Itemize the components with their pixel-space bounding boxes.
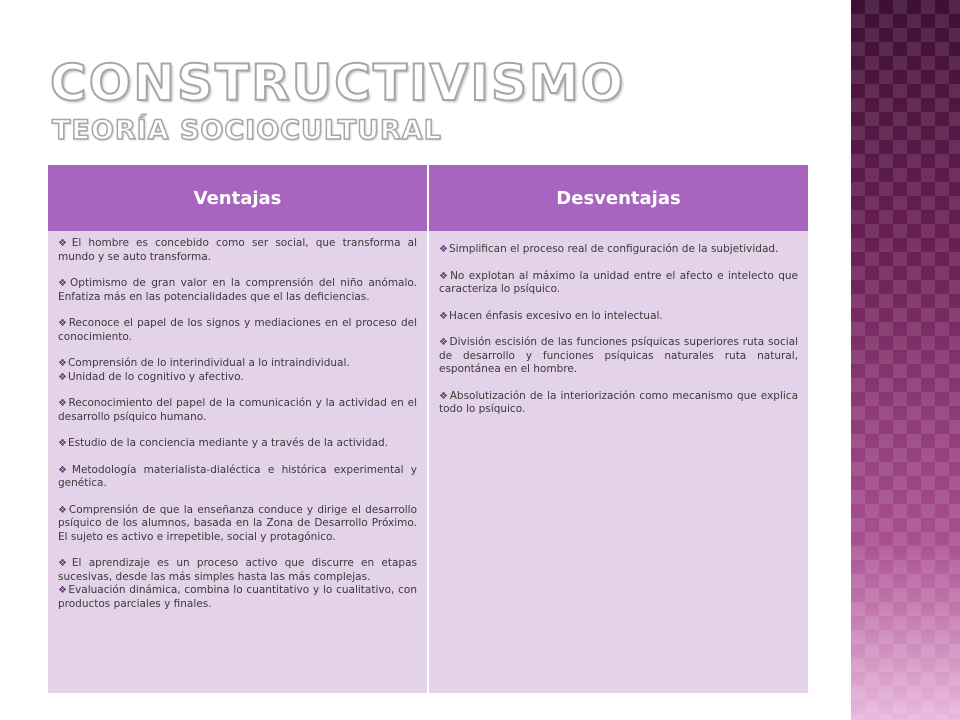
- diamond-bullet-icon: ❖: [58, 278, 70, 289]
- diamond-bullet-icon: ❖: [439, 244, 448, 255]
- diamond-bullet-icon: ❖: [58, 398, 68, 409]
- table-row: [48, 231, 808, 693]
- diamond-bullet-icon: ❖: [58, 358, 67, 369]
- list-item: ❖No explotan al máximo la unidad entre el afecto e intelecto que caracteriza lo psíquico.: [439, 269, 798, 295]
- desventajas-cell: [428, 231, 808, 693]
- diamond-bullet-icon: ❖: [439, 310, 448, 322]
- diamond-bullet-icon: ❖: [439, 337, 449, 348]
- diamond-bullet-icon: ❖: [58, 464, 71, 476]
- list-item: ❖Reconoce el papel de los signos y mediaciones en el proceso del conocimiento.: [58, 317, 417, 343]
- diamond-bullet-icon: ❖: [58, 438, 67, 449]
- ventajas-list: [58, 237, 417, 611]
- diamond-bullet-icon: ❖: [58, 318, 68, 329]
- header-desventajas: Desventajas: [428, 165, 808, 231]
- header-ventajas: Ventajas: [48, 165, 428, 231]
- diamond-bullet-icon: ❖: [439, 270, 450, 282]
- list-item: ❖Metodología materialista-dialéctica e histórica experimental y genética.: [58, 463, 418, 489]
- list-item: ❖El aprendizaje es un proceso activo que discurre en etapas sucesivas, desde las más simples hasta las más complejas.: [58, 557, 417, 583]
- desventajas-list: [439, 243, 798, 417]
- comparison-table: [48, 165, 808, 693]
- diamond-bullet-icon: ❖: [58, 585, 68, 596]
- list-item: ❖Absolutización de la interiorización como mecanismo que explica todo lo psíquico.: [439, 389, 799, 415]
- diamond-bullet-icon: ❖: [58, 504, 68, 516]
- decorative-side-band: [851, 0, 960, 720]
- list-item: ❖Unidad de lo cognitivo y afectivo.: [58, 370, 244, 383]
- table-header-row: [48, 165, 808, 231]
- slide-subtitle: TEORÍA SOCIOCULTURAL: [52, 115, 442, 146]
- list-item: ❖Estudio de la conciencia mediante y a través de la actividad.: [58, 437, 389, 449]
- list-item: ❖Comprensión de que la enseñanza conduce y dirige el desarrollo psíquico de los alumnos, basada en la Zona de Desarrollo Próximo. El sujeto es activo e irrepetible, social y protagónico.: [58, 503, 418, 543]
- list-item: ❖Reconocimiento del papel de la comunicación y la actividad en el desarrollo psíquico humano.: [58, 397, 417, 423]
- list-item: ❖El hombre es concebido como ser social, que transforma al mundo y se auto transforma.: [58, 237, 417, 263]
- list-item: ❖División escisión de las funciones psíquicas superiores ruta social de desarrollo y funciones psíquicas naturales ruta natural, espontánea en el hombre.: [439, 336, 798, 375]
- list-item: ❖Simplifican el proceso real de configuración de la subjetividad.: [439, 243, 779, 255]
- slide-title: CONSTRUCTIVISMO: [50, 54, 626, 112]
- diamond-bullet-icon: ❖: [439, 390, 449, 402]
- list-item: ❖Hacen énfasis excesivo en lo intelectual.: [439, 309, 663, 322]
- list-item: ❖Optimismo de gran valor en la comprensión del niño anómalo. Enfatiza más en las potencialidades que el las deficiencias.: [58, 277, 417, 303]
- list-item: ❖Evaluación dinámica, combina lo cuantitativo y lo cualitativo, con productos parciales y finales.: [58, 584, 418, 610]
- list-item: ❖Comprensión de lo interindividual a lo intraindividual.: [58, 357, 350, 369]
- diamond-bullet-icon: ❖: [58, 371, 67, 383]
- diamond-bullet-icon: ❖: [58, 238, 71, 249]
- ventajas-cell: [48, 231, 428, 693]
- diamond-bullet-icon: ❖: [58, 558, 71, 569]
